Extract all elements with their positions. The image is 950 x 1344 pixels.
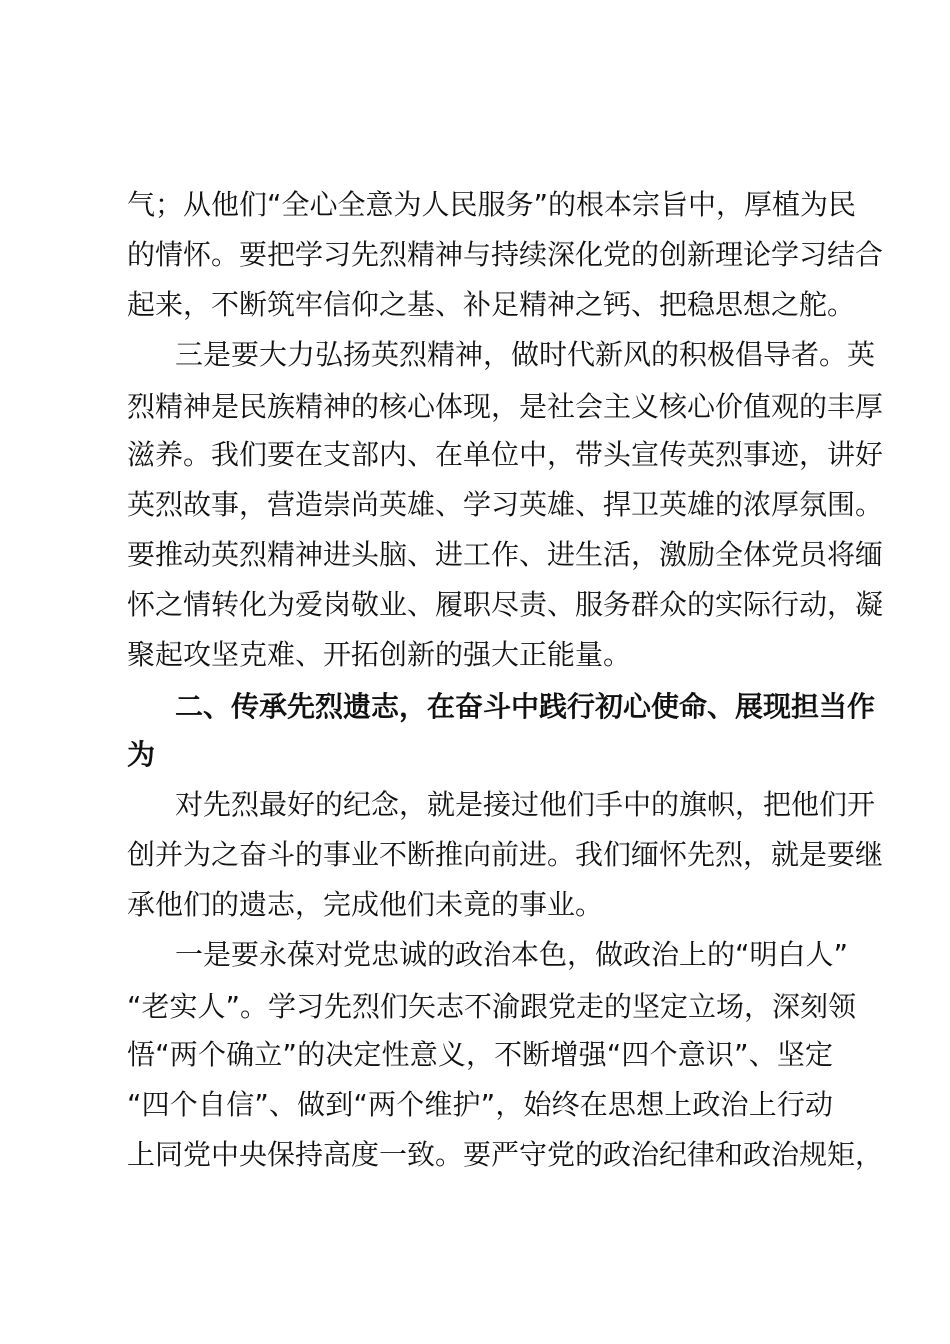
paragraph-line: 滋养。我们要在支部内、在单位中，带头宣传英烈事迹，讲好 [127, 438, 884, 471]
paragraph-line: “四个自信”、做到“两个维护”，始终在思想上政治上行动 [127, 1088, 833, 1121]
section-heading-line: 为 [127, 738, 156, 771]
paragraph-line: 起来，不断筑牢信仰之基、补足精神之钙、把稳思想之舵。 [127, 288, 856, 321]
section-heading-line: 二、传承先烈遗志，在奋斗中践行初心使命、展现担当作 [175, 690, 876, 723]
paragraph-line: 聚起攻坚克难、开拓创新的强大正能量。 [127, 638, 632, 671]
paragraph-line: 创并为之奋斗的事业不断推向前进。我们缅怀先烈，就是要继 [127, 838, 884, 871]
paragraph-line: 悟“两个确立”的决定性意义，不断增强“四个意识”、坚定 [127, 1038, 833, 1071]
paragraph-line: 三是要大力弘扬英烈精神，做时代新风的积极倡导者。英 [175, 338, 876, 371]
paragraph-line: 英烈故事，营造崇尚英雄、学习英雄、捍卫英雄的浓厚氛围。 [127, 488, 884, 521]
paragraph-line: 气；从他们“全心全意为人民服务”的根本宗旨中，厚植为民 [127, 188, 857, 221]
paragraph-line: 要推动英烈精神进头脑、进工作、进生活，激励全体党员将缅 [127, 538, 884, 571]
paragraph-line: 对先烈最好的纪念，就是接过他们手中的旗帜，把他们开 [175, 788, 876, 821]
paragraph-line: 一是要永葆对党忠诚的政治本色，做政治上的“明白人” [175, 938, 849, 971]
paragraph-line: 的情怀。要把学习先烈精神与持续深化党的创新理论学习结合 [127, 238, 884, 271]
paragraph-line: “老实人”。学习先烈们矢志不渝跟党走的坚定立场，深刻领 [127, 990, 857, 1023]
paragraph-line: 怀之情转化为爱岗敬业、履职尽责、服务群众的实际行动，凝 [127, 588, 884, 621]
paragraph-line: 承他们的遗志，完成他们未竟的事业。 [127, 888, 604, 921]
paragraph-line: 烈精神是民族精神的核心体现，是社会主义核心价值观的丰厚 [127, 390, 884, 423]
paragraph-line: 上同党中央保持高度一致。要严守党的政治纪律和政治规矩， [127, 1138, 884, 1171]
